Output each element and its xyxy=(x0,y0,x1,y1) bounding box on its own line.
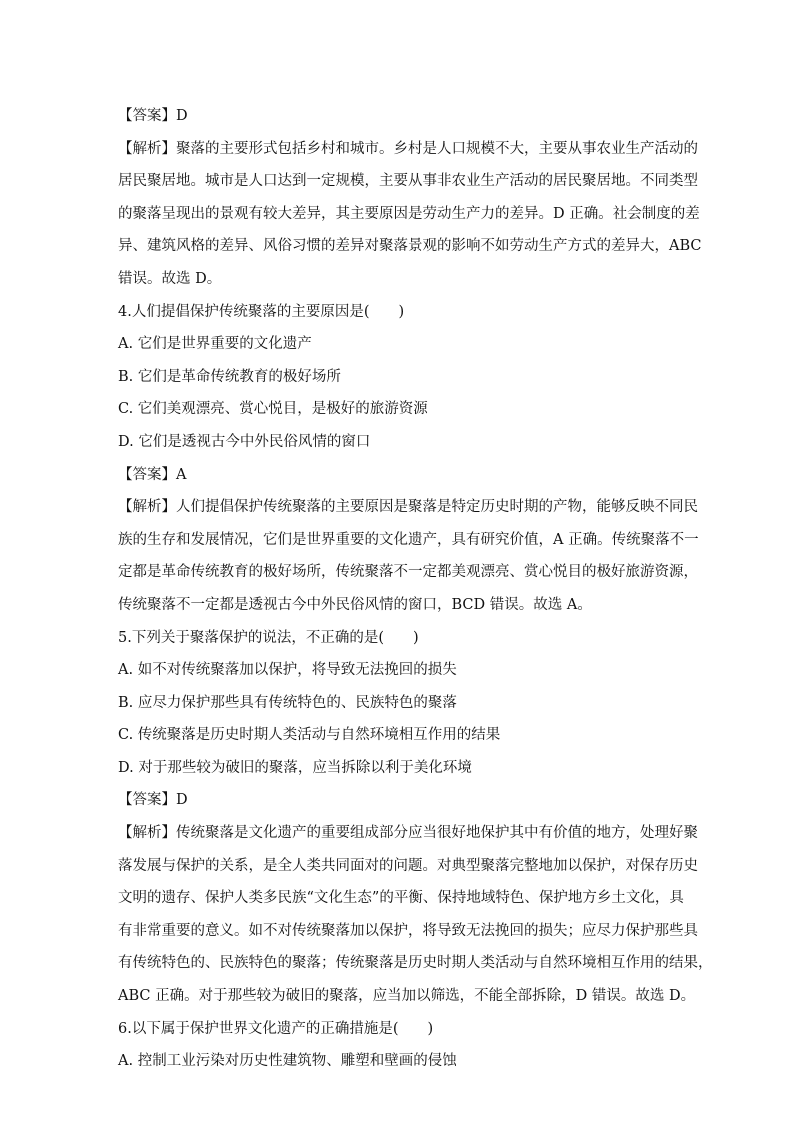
analysis-q5 xyxy=(118,817,713,1013)
analysis-line: 落发展与保护的关系，是全人类共同面对的问题。对典型聚落完整地加以保护，对保存历史 xyxy=(118,857,698,874)
answer-q3: 【答案】D xyxy=(118,108,188,124)
analysis-line: ABC 正确。对于那些较为破旧的聚落，应当加以筛选，不能全部拆除，D 错误。故选 D。 xyxy=(118,988,696,1005)
question-6: 6.以下属于保护世界文化遗产的正确措施是( ) xyxy=(118,1020,434,1037)
analysis-line: 【解析】聚落的主要形式包括乡村和城市。乡村是人口规模不大，主要从事农业生产活动的 xyxy=(118,140,698,157)
document-body xyxy=(118,100,713,1078)
analysis-line: 定都是革命传统教育的极好场所，传统聚落不一定都美观漂亮、赏心悦目的极好旅游资源， xyxy=(118,564,698,581)
analysis-line: 文明的遗存、保护人类多民族“文化生态”的平衡、保持地域特色、保护地方乡土文化，具 xyxy=(118,890,684,907)
analysis-line: 的聚落呈现出的景观有较大差异，其主要原因是劳动生产力的差异。D 正确。社会制度的差 xyxy=(118,205,700,222)
analysis-line: 【解析】人们提倡保护传统聚落的主要原因是聚落是特定历史时期的产物，能够反映不同民 xyxy=(118,499,698,516)
q5-option-d: D. 对于那些较为破旧的聚落，应当拆除以利于美化环境 xyxy=(118,759,472,776)
analysis-q3 xyxy=(118,133,702,296)
answer-q4: 【答案】A xyxy=(118,466,187,483)
analysis-line: 有传统特色的、民族特色的聚落；传统聚落是历史时期人类活动与自然环境相互作用的结果， xyxy=(118,955,713,972)
q4-option-b: B. 它们是革命传统教育的极好场所 xyxy=(118,368,341,385)
q6-option-a: A. 控制工业污染对历史性建筑物、雕塑和壁画的侵蚀 xyxy=(118,1053,457,1070)
question-5: 5.下列关于聚落保护的说法，不正确的是( ) xyxy=(118,629,419,646)
analysis-line: 居民聚居地。城市是人口达到一定规模，主要从事非农业生产活动的居民聚居地。不同类型 xyxy=(118,173,698,190)
analysis-line: 【解析】传统聚落是文化遗产的重要组成部分应当很好地保护其中有价值的地方，处理好聚 xyxy=(118,825,698,842)
answer-q5: 【答案】D xyxy=(118,792,188,809)
analysis-line: 传统聚落不一定都是透视古今中外民俗风情的窗口，BCD 错误。故选 A。 xyxy=(118,596,592,613)
q5-option-b: B. 应尽力保护那些具有传统特色的、民族特色的聚落 xyxy=(118,694,457,711)
analysis-line: 错误。故选 D。 xyxy=(118,270,222,287)
q5-option-a: A. 如不对传统聚落加以保护，将导致无法挽回的损失 xyxy=(118,662,457,679)
analysis-line: 族的生存和发展情况，它们是世界重要的文化遗产，具有研究价值，A 正确。传统聚落不一 xyxy=(118,531,699,548)
q5-option-c: C. 传统聚落是历史时期人类活动与自然环境相互作用的结果 xyxy=(118,727,501,744)
analysis-line: 异、建筑风格的差异、风俗习惯的差异对聚落景观的影响不如劳动生产方式的差异大，ABC xyxy=(118,238,702,255)
analysis-line: 有非常重要的意义。如不对传统聚落加以保护，将导致无法挽回的损失；应尽力保护那些具 xyxy=(118,922,698,939)
q4-option-c: C. 它们美观漂亮、赏心悦目，是极好的旅游资源 xyxy=(118,401,428,418)
q4-option-a: A. 它们是世界重要的文化遗产 xyxy=(118,336,312,353)
question-4: 4.人们提倡保护传统聚落的主要原因是( ) xyxy=(118,303,405,320)
q4-option-d: D. 它们是透视古今中外民俗风情的窗口 xyxy=(118,433,371,450)
analysis-q4 xyxy=(118,491,699,621)
